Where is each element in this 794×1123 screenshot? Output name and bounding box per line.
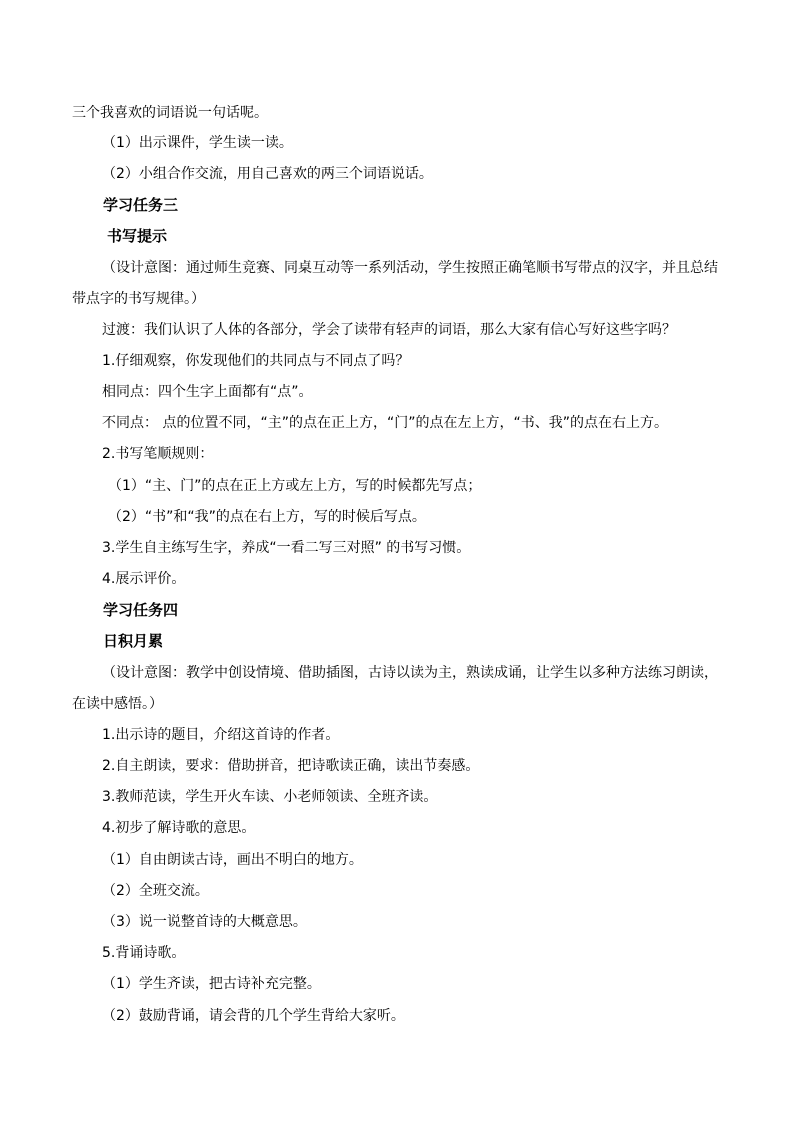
text-line: 在读中感悟。） [72,696,163,712]
text-line: 4.初步了解诗歌的意思。 [102,820,256,836]
text-line: （1）“主、门”的点在正上方或左上方，写的时候都先写点； [108,478,482,494]
text-line: 4.展示评价。 [102,571,186,587]
text-line: （1）学生齐读，把古诗补充完整。 [102,976,321,992]
section-heading: 日积月累 [103,632,164,650]
text-line: 5.背诵诗歌。 [102,945,186,961]
section-heading: 书写提示 [107,227,168,245]
text-line: 3.学生自主练写生字，养成“一看二写三对照” 的书写习惯。 [102,540,471,556]
text-line: 1.仔细观察，你发现他们的共同点与不同点了吗？ [102,353,410,369]
text-line: 三个我喜欢的词语说一句话呢。 [72,105,268,121]
text-line: 2.自主朗读，要求：借助拼音，把诗歌读正确，读出节奏感。 [102,758,480,774]
text-line: （2）鼓励背诵，请会背的几个学生背给大家听。 [102,1008,405,1024]
text-line: 带点字的书写规律。） [72,291,205,307]
section-heading: 学习任务四 [103,601,179,619]
text-line: （设计意图：通过师生竞赛、同桌互动等一系列活动，学生按照正确笔顺书写带点的汉字，并且总结 [102,260,718,276]
text-line: （2）小组合作交流，用自己喜欢的两三个词语说话。 [102,166,433,182]
text-line: 不同点： 点的位置不同，“主”的点在正上方，“门”的点在左上方，“书、我”的点在右上方。 [102,415,668,431]
text-line: （2）全班交流。 [102,883,209,899]
text-line: （3）说一说整首诗的大概意思。 [102,914,307,930]
text-line: 2.书写笔顺规则： [102,446,214,462]
text-line: 1.出示诗的题目，介绍这首诗的作者。 [102,727,340,743]
text-line: 过渡：我们认识了人体的各部分，学会了读带有轻声的词语，那么大家有信心写好这些字吗？ [102,322,676,338]
text-line: （设计意图：教学中创设情境、借助插图，古诗以读为主，熟读成诵，让学生以多种方法练习朗读， [102,665,718,681]
section-heading: 学习任务三 [103,196,179,214]
text-line: （2）“书”和“我”的点在右上方，写的时候后写点。 [108,509,426,525]
text-line: （1）自由朗读古诗，画出不明白的地方。 [102,852,363,868]
text-line: （1）出示课件，学生读一读。 [102,135,293,151]
text-line: 相同点：四个生字上面都有“点”。 [102,384,313,400]
text-line: 3.教师范读，学生开火车读、小老师领读、全班齐读。 [102,789,438,805]
